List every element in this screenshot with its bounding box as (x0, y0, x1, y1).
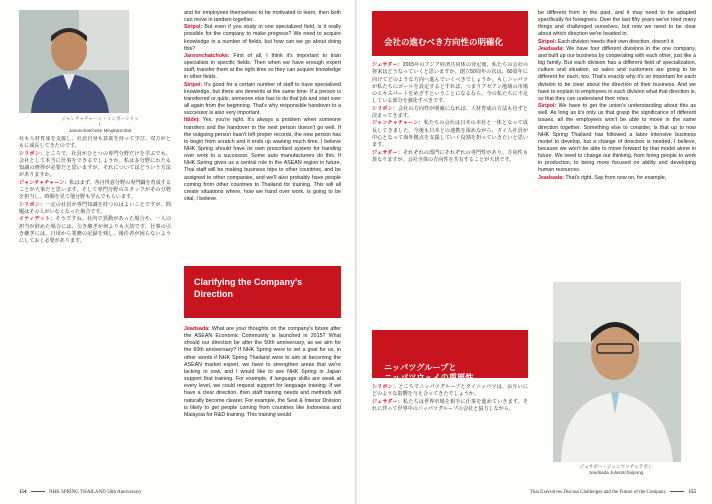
footer-rule (670, 491, 684, 492)
photo-caption (60, 116, 140, 134)
page-number: 154 (19, 490, 27, 495)
paragraph: and for employees themselves to be motivated to learn, then both can move in tandem together. (184, 10, 341, 24)
right-jp-column-top (372, 62, 528, 326)
right-jp-column-bottom (372, 384, 528, 482)
paragraph: Siripol: But even if you study in one specialized field, is it really possible for the company to make progress? We need to acquire knowledge in a number of fields, but how can we go about doing this? (184, 24, 341, 52)
paragraph: Jeadsada: What are your thoughts on the company's future after the ASEAN Economic Community is launched in 2015? What should our direction be after the 50th anniversary, as we aim for the 60th anniversary? If NHK Spring were to set a goal for us, in other words if NHK Spring Thailand were to aim at becoming the ASEAN market expert, we have to strengthen areas that we're lacking in now, and I would like to see NHK Spring in Japan support that training. For example, if language skills are weak at every level, we could request support for language training. If we have a clear direction, then staff training needs and methods will naturally become clearer. For example, the Seat & Interior Division is likely to get people coming from countries like Indonesia and Malaysia for R&D training. This training would (184, 326, 341, 418)
paragraph: Jaroonchatchoke: First of all, I think it's important to train specialists in specific fields. Then when we have enough expert staff, transfer them at the right time so they can acquire knowledge in other fields. (184, 52, 341, 81)
person-illustration-icon (553, 282, 681, 462)
paragraph: Ittidej: Yes, you're right. It's always a problem when someone transfers and the handover to the next person doesn't go well. If the outgoing person hasn't left proper records, the new person has to begin from scratch and it ends up wasting much time. I believe NHK Spring should have its own prescribed system for handing over work to a successor. Some auto manufacturers do this. If NHK Spring gives us a central role in the ASEAN region in future, Thai staff will be making business trips to other countries, and be assigned to other companies, and we'll also probably have people coming from other countries to Thailand for training. This will all create situations where, how we hand over work, is going to be vital, I believe. (184, 117, 341, 203)
caption-jp: ジェサダー・ジュンウッチャラポン (579, 464, 653, 469)
left-jp-column (19, 136, 171, 482)
footer-left (19, 490, 142, 495)
caption-en: Janonchatchoke Mingkamolrat (68, 128, 132, 133)
paragraph: ジェサダー：それぞれの部門にそれぞれの専門性があり、方向性も異なりますが、会社全体の方向性を共有することが大切です。 (372, 149, 528, 163)
paragraph: ジェサダー：2015年のアジア経済共同体の発足後、私たちの会社の将来はどうなっていくと思いますか。創立50周年の次は、60周年に向けてどのような方向へ進んでいくべきでしょうか。もしニッパツが私たちにゴールを設定するとすれば、つまりアセアン地域の市場のエキスパートをめざすということになるなら、今の私たちに不足している部分を強化すべきです。 (372, 62, 528, 105)
right-en-column (538, 10, 696, 265)
page-number: 155 (688, 490, 696, 495)
paragraph: Siripol: We have to get the union's understanding about this as well. As long as it's only us that grasp the significance of different issues, all the employees won't be able to move in the same direction together. Something else to consider, is that up to now NHK Spring Thailand has followed a labor intensive business model to develop, but a change of direction is needed, I believe, because we won't be able to move forward by that model alone in future. We need to change our thinking, from hiring people to work in production, to being more focused on ability and developing human resources. (538, 103, 696, 174)
paragraph: ジャンチャチャーン：私たちの会社は日本の本社と一体となって成長してきました。今後も日本との連携を深めながら、タイ人社員が中心となって海外拠点を支援していく役割を担っていきたいと思います。 (372, 120, 528, 149)
paragraph: ジャンチャチャーン：私はまず、各自得意分野の専門職を育成することが大事だと思います。そして専門分野のスタッフがその分野を担当し、時間を見て他分野も学んでもらいます。 (19, 179, 171, 201)
portrait-photo-jaroonchatchoke (19, 10, 129, 113)
person-illustration-icon (19, 10, 129, 113)
paragraph: シリポン：会社の方向性が明確になれば、人材育成の方法も自ずと決まってきます。 (372, 105, 528, 120)
section-heading-jp: 会社の進むべき方向性の明確化 (372, 11, 528, 56)
paragraph: シリポン：ところでニッパツグループとタイニッパツは、お互いにどのような影響を与え合ってきたでしょうか。 (372, 384, 528, 398)
paragraph: イティデット：そうですね。社内で異動があった場合や、一人の担当が辞めた場合には、引き継ぎが何よりも大切です。仕事の引き継ぎには、日頃から業務の記録を残し、後任者が困らないようにしておく必要があります。 (19, 216, 171, 245)
paragraph: ジェサダー：私たちは世界市場を相手に仕事を進めていきます。それに伴って世界中のニッパツグループの会社と協力しながら、 (372, 398, 528, 412)
paragraph: be different from in the past, and it may need to be adapted specifically for foreigners. Over the last fifty years we've tried many things and challenged ourselves, but now we need to be clear about which direction we're headed in. (538, 10, 696, 38)
paragraph: Siripol: Each division needs their own direction, doesn't it. (538, 38, 675, 45)
left-en-column-top (184, 10, 341, 258)
footer-title: Thai Executives Discuss Challenges and the Future of the Company (529, 490, 666, 495)
page-gutter (355, 0, 357, 504)
footer-title: NHK SPRING THAILAND 50th Anniversary (49, 490, 142, 495)
section-heading-jp-2: ニッパツグループと ニッパツウェイの重要性 (372, 330, 528, 378)
caption-jp: ジャンチャチャーン・ミンポーンリット (61, 116, 139, 127)
section-heading-en: Clarifying the Company's Direction (184, 266, 341, 318)
footer-right (470, 490, 696, 495)
paragraph: Jeadsada: That's right. Say from now on, for example, (538, 174, 667, 181)
paragraph: 社も人材育成を支援し、社員自身も意欲を持って学び、双方がともに成長してきたのです。 (19, 136, 171, 150)
portrait-photo-jeadsada (553, 282, 681, 462)
paragraph: Siripol: It's good for a certain number of staff to have specialized knowledge, but there are demerits at the same time. If a person is transferred or quits, someone else has to do that job and start over all again from the beginning. That's why responsible handover to a successor is also very important. (184, 81, 341, 117)
photo-caption (571, 464, 661, 476)
paragraph: Jeadsada: We have four different divisions in the one company, and built up our business by cooperating with each other, just like a big family. But each division has a different field of specialization, culture and situation, so sales and customers are going to be different for each, too. That's exactly why it's so important for each division to be clear about the direction of their business. And we have to explain to employees in each division what that direction is, so that they can understand their roles. (538, 45, 696, 102)
paragraph: シリポン：ところで、社員がひとつの専門分野だけを学ぶでも、会社として本当に仕事をできるでしょうか。私は多分野にわたる知識の修得が必要だと思いますが、それについてはどういう方法がありますか。 (19, 150, 171, 179)
caption-en: Jeadsada Julasotchaipong (588, 470, 644, 475)
left-en-column-bottom (184, 326, 341, 482)
paragraph: シリポン：一定の社員が専門知識を持つのはよいことですが、問題はその人がいなくなった場合です。 (19, 201, 171, 215)
footer-rule (31, 491, 45, 492)
